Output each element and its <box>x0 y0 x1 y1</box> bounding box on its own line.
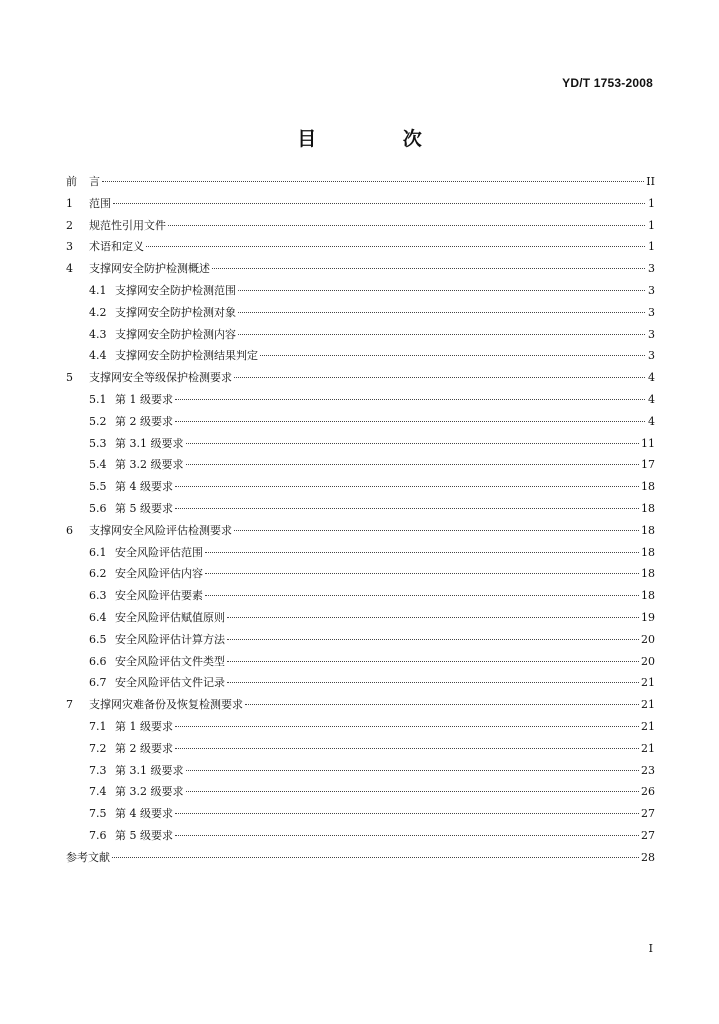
dot-leader <box>102 181 644 182</box>
toc-entry-label: 安全风险评估内容 <box>115 567 203 581</box>
toc-entry[interactable] <box>66 781 655 803</box>
toc-entry-page: 3 <box>648 327 655 341</box>
dot-leader <box>175 748 639 749</box>
toc-entry-page: 3 <box>648 349 655 363</box>
toc-entry-label: 支撑网安全防护检测结果判定 <box>115 349 258 363</box>
toc-entry[interactable] <box>66 760 655 782</box>
toc-entry-number: 前 <box>66 175 77 188</box>
toc-entry[interactable] <box>66 193 655 215</box>
toc-entry-page: 27 <box>641 828 655 842</box>
toc-entry-label: 第 1 级要求 <box>115 719 173 733</box>
toc-entry[interactable] <box>66 629 655 651</box>
dot-leader <box>168 225 645 226</box>
toc-entry[interactable] <box>66 367 655 389</box>
toc-entry-page: 1 <box>648 218 655 232</box>
dot-leader <box>175 486 639 487</box>
toc-entry-label: 安全风险评估要素 <box>115 589 203 603</box>
toc-entry[interactable] <box>66 302 655 324</box>
dot-leader <box>205 573 639 574</box>
toc-entry[interactable] <box>66 585 655 607</box>
toc-entry[interactable] <box>66 324 655 346</box>
toc-entry-page: 1 <box>648 240 655 254</box>
dot-leader <box>205 595 639 596</box>
dot-leader <box>186 770 640 771</box>
toc-entry-page: 18 <box>641 545 655 559</box>
dot-leader <box>175 421 645 422</box>
toc-entry-page: 3 <box>648 283 655 297</box>
toc-entry-page: 28 <box>641 850 655 864</box>
toc-entry-label: 支撑网安全防护检测内容 <box>115 327 236 341</box>
toc-entry[interactable] <box>66 433 655 455</box>
toc-entry[interactable] <box>66 825 655 847</box>
toc-entry[interactable] <box>66 520 655 542</box>
dot-leader <box>175 835 639 836</box>
toc-entry-page: 3 <box>648 305 655 319</box>
toc-entry[interactable] <box>66 672 655 694</box>
toc-entry-label: 安全风险评估计算方法 <box>115 632 225 646</box>
toc-entry-page: 4 <box>648 414 655 428</box>
toc-entry-number: 3 <box>66 240 73 254</box>
dot-leader <box>260 355 645 356</box>
toc-entry-label: 支撑网安全等级保护检测要求 <box>89 371 232 385</box>
toc-entry-page: 17 <box>641 458 655 472</box>
toc-entry-page: 1 <box>648 196 655 210</box>
toc-entry-label: 第 5 级要求 <box>115 828 173 842</box>
toc-entry[interactable] <box>66 476 655 498</box>
toc-entry-label: 第 5 级要求 <box>115 501 173 515</box>
toc-entry[interactable] <box>66 280 655 302</box>
table-of-contents <box>66 171 655 869</box>
dot-leader <box>186 791 640 792</box>
toc-entry-label: 范围 <box>89 196 111 210</box>
dot-leader <box>227 639 639 640</box>
toc-entry-page: 18 <box>641 523 655 537</box>
toc-entry-number: 5.4 <box>89 458 107 472</box>
dot-leader <box>245 704 639 705</box>
dot-leader <box>212 268 645 269</box>
toc-entry-page: 21 <box>641 741 655 755</box>
toc-entry-number: 6.5 <box>89 632 107 646</box>
toc-entry-page: 20 <box>641 632 655 646</box>
document-code: YD/T 1753-2008 <box>562 76 653 90</box>
dot-leader <box>238 312 645 313</box>
toc-entry-number: 6.2 <box>89 567 107 581</box>
dot-leader <box>146 246 645 247</box>
toc-entry[interactable] <box>66 454 655 476</box>
dot-leader <box>234 530 639 531</box>
toc-entry-label: 第 2 级要求 <box>115 741 173 755</box>
toc-entry-label: 第 4 级要求 <box>115 807 173 821</box>
toc-entry-label: 第 3.1 级要求 <box>115 436 184 450</box>
toc-entry-page: 3 <box>648 262 655 276</box>
toc-entry-label: 术语和定义 <box>89 240 144 254</box>
toc-entry-label: 言 <box>89 175 100 188</box>
toc-entry-label: 第 1 级要求 <box>115 392 173 406</box>
dot-leader <box>227 682 639 683</box>
toc-entry-label: 第 3.2 级要求 <box>115 785 184 799</box>
toc-entry-page: II <box>646 175 655 188</box>
toc-entry-page: 18 <box>641 480 655 494</box>
toc-entry-label: 支撑网安全防护检测概述 <box>89 262 210 276</box>
toc-entry-number: 6.3 <box>89 589 107 603</box>
toc-entry-label: 第 3.2 级要求 <box>115 458 184 472</box>
toc-entry-page: 19 <box>641 610 655 624</box>
toc-entry-number: 5.1 <box>89 392 107 406</box>
toc-entry-number: 6 <box>66 523 73 537</box>
toc-entry[interactable] <box>66 563 655 585</box>
dot-leader <box>175 726 639 727</box>
toc-entry-label: 支撑网安全防护检测对象 <box>115 305 236 319</box>
toc-entry-number: 6.7 <box>89 676 107 690</box>
toc-entry-label: 第 2 级要求 <box>115 414 173 428</box>
toc-entry-number: 5.5 <box>89 480 107 494</box>
dot-leader <box>175 399 645 400</box>
toc-entry-label: 安全风险评估赋值原则 <box>115 610 225 624</box>
toc-entry-number: 4.1 <box>89 283 107 297</box>
toc-entry-number: 5.2 <box>89 414 107 428</box>
toc-entry[interactable] <box>66 803 655 825</box>
toc-entry-number: 6.1 <box>89 545 107 559</box>
toc-entry[interactable] <box>66 258 655 280</box>
toc-entry-number: 6.4 <box>89 610 107 624</box>
dot-leader <box>227 617 639 618</box>
dot-leader <box>186 443 640 444</box>
dot-leader <box>175 508 639 509</box>
toc-entry-number: 2 <box>66 218 73 232</box>
toc-entry-page: 4 <box>648 392 655 406</box>
toc-entry-page: 18 <box>641 567 655 581</box>
toc-entry-number: 7.1 <box>89 719 107 733</box>
toc-entry-page: 4 <box>648 371 655 385</box>
toc-entry-page: 11 <box>641 436 655 450</box>
toc-entry-page: 18 <box>641 589 655 603</box>
toc-entry-label: 支撑网安全防护检测范围 <box>115 283 236 297</box>
toc-entry-number: 5 <box>66 371 73 385</box>
toc-entry-number: 4.2 <box>89 305 107 319</box>
toc-entry[interactable] <box>66 236 655 258</box>
toc-entry-number: 1 <box>66 196 73 210</box>
toc-entry-page: 21 <box>641 676 655 690</box>
toc-entry-page: 18 <box>641 501 655 515</box>
dot-leader <box>234 377 645 378</box>
toc-entry-label: 第 4 级要求 <box>115 480 173 494</box>
toc-entry[interactable] <box>66 847 655 869</box>
dot-leader <box>175 813 639 814</box>
dot-leader <box>205 552 639 553</box>
toc-entry[interactable] <box>66 498 655 520</box>
toc-entry-number: 7.2 <box>89 741 107 755</box>
dot-leader <box>113 203 645 204</box>
toc-entry-number: 5.3 <box>89 436 107 450</box>
toc-entry-page: 26 <box>641 785 655 799</box>
toc-entry-page: 21 <box>641 698 655 712</box>
toc-entry[interactable] <box>66 171 655 193</box>
toc-entry[interactable] <box>66 694 655 716</box>
toc-entry-label: 第 3.1 级要求 <box>115 763 184 777</box>
toc-entry[interactable] <box>66 411 655 433</box>
toc-entry[interactable] <box>66 345 655 367</box>
toc-entry-number: 7.4 <box>89 785 107 799</box>
toc-entry-label: 安全风险评估文件类型 <box>115 654 225 668</box>
toc-entry-number: 4 <box>66 262 73 276</box>
toc-entry-number: 7 <box>66 698 73 712</box>
dot-leader <box>238 290 645 291</box>
toc-entry-label: 参考文献 <box>66 850 110 864</box>
toc-entry[interactable] <box>66 716 655 738</box>
page-number: I <box>648 942 653 955</box>
toc-entry-page: 27 <box>641 807 655 821</box>
toc-entry-page: 23 <box>641 763 655 777</box>
toc-entry-label: 支撑网安全风险评估检测要求 <box>89 523 232 537</box>
toc-entry[interactable] <box>66 651 655 673</box>
dot-leader <box>186 464 640 465</box>
dot-leader <box>227 661 639 662</box>
toc-entry-number: 7.6 <box>89 828 107 842</box>
toc-entry-page: 21 <box>641 719 655 733</box>
toc-entry-label: 支撑网灾难备份及恢复检测要求 <box>89 698 243 712</box>
toc-entry[interactable] <box>66 607 655 629</box>
toc-entry-number: 4.4 <box>89 349 107 363</box>
toc-entry-label: 安全风险评估范围 <box>115 545 203 559</box>
toc-entry-number: 6.6 <box>89 654 107 668</box>
toc-entry-number: 5.6 <box>89 501 107 515</box>
toc-entry[interactable] <box>66 389 655 411</box>
toc-entry-label: 规范性引用文件 <box>89 218 166 232</box>
dot-leader <box>238 334 645 335</box>
toc-entry-page: 20 <box>641 654 655 668</box>
toc-entry-label: 安全风险评估文件记录 <box>115 676 225 690</box>
toc-entry[interactable] <box>66 738 655 760</box>
toc-entry[interactable] <box>66 215 655 237</box>
toc-entry-number: 7.5 <box>89 807 107 821</box>
toc-entry[interactable] <box>66 542 655 564</box>
toc-entry-number: 7.3 <box>89 763 107 777</box>
dot-leader <box>112 857 639 858</box>
page-title: 目 次 <box>297 128 462 150</box>
toc-entry-number: 4.3 <box>89 327 107 341</box>
